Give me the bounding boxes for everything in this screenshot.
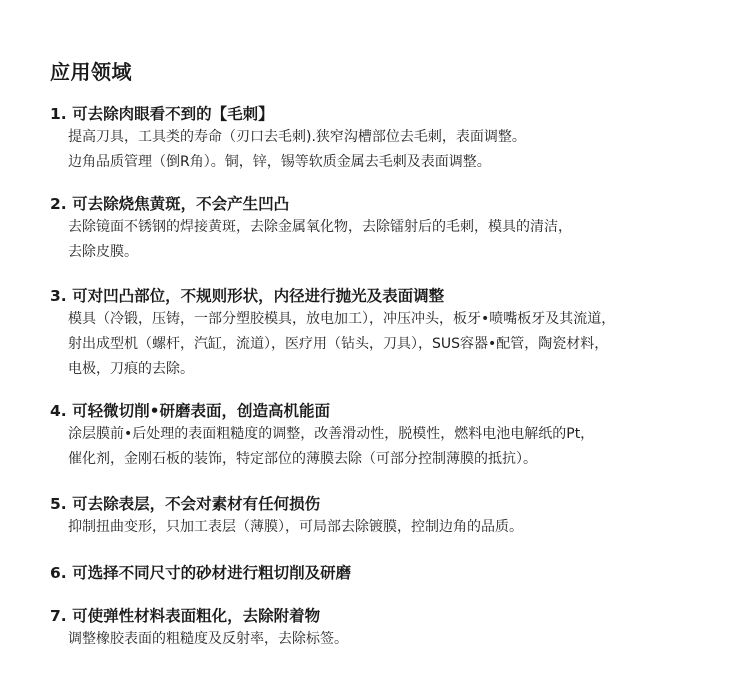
section-line: 提高刀具，工具类的寿命（刃口去毛刺).狭窄沟槽部位去毛刺，表面调整。 xyxy=(68,129,526,145)
section-5 xyxy=(50,493,730,540)
section-heading: 1. 可去除肉眼看不到的【毛刺】 xyxy=(50,105,274,123)
section-line: 去除镜面不锈钢的焊接黄斑，去除金属氧化物，去除镭射后的毛刺，模具的清洁， xyxy=(68,219,572,235)
section-heading: 3. 可对凹凸部位，不规则形状，内径进行抛光及表面调整 xyxy=(50,287,445,305)
section-1 xyxy=(50,103,730,175)
section-4 xyxy=(50,400,730,472)
section-line: 涂层膜前•后处理的表面粗糙度的调整，改善滑动性，脱模性，燃料电池电解纸的Pt， xyxy=(68,426,595,442)
section-line: 射出成型机（螺杆，汽缸，流道），医疗用（钻头，刀具），SUS容器•配管，陶瓷材料， xyxy=(68,336,609,352)
section-3 xyxy=(50,285,730,382)
section-line: 调整橡胶表面的粗糙度及反射率，去除标签。 xyxy=(68,631,348,647)
section-heading: 7. 可使弹性材料表面粗化，去除附着物 xyxy=(50,607,321,625)
section-6 xyxy=(50,562,730,584)
section-line: 催化剂，金刚石板的装饰，特定部位的薄膜去除（可部分控制薄膜的抵抗）。 xyxy=(68,451,537,467)
section-line: 模具（冷锻，压铸，一部分塑胶模具，放电加工），冲压冲头，板牙•喷嘴板牙及其流道， xyxy=(68,311,616,327)
section-line: 去除皮膜。 xyxy=(68,244,138,260)
section-line: 电极，刀痕的去除。 xyxy=(68,361,194,377)
section-line: 边角品质管理（倒R角）。铜，锌，锡等软质金属去毛刺及表面调整。 xyxy=(68,154,491,170)
section-heading: 2. 可去除烧焦黄斑，不会产生凹凸 xyxy=(50,195,290,213)
section-heading: 5. 可去除表层，不会对素材有任何损伤 xyxy=(50,495,321,513)
section-2 xyxy=(50,193,730,265)
section-heading: 4. 可轻微切削•研磨表面，创造高机能面 xyxy=(50,402,330,420)
section-7 xyxy=(50,605,730,652)
section-line: 抑制扭曲变形，只加工表层（薄膜），可局部去除镀膜，控制边角的品质。 xyxy=(68,519,523,535)
section-heading: 6. 可选择不同尺寸的砂材进行粗切削及研磨 xyxy=(50,564,352,582)
page-title: 应用领域 xyxy=(50,60,132,84)
